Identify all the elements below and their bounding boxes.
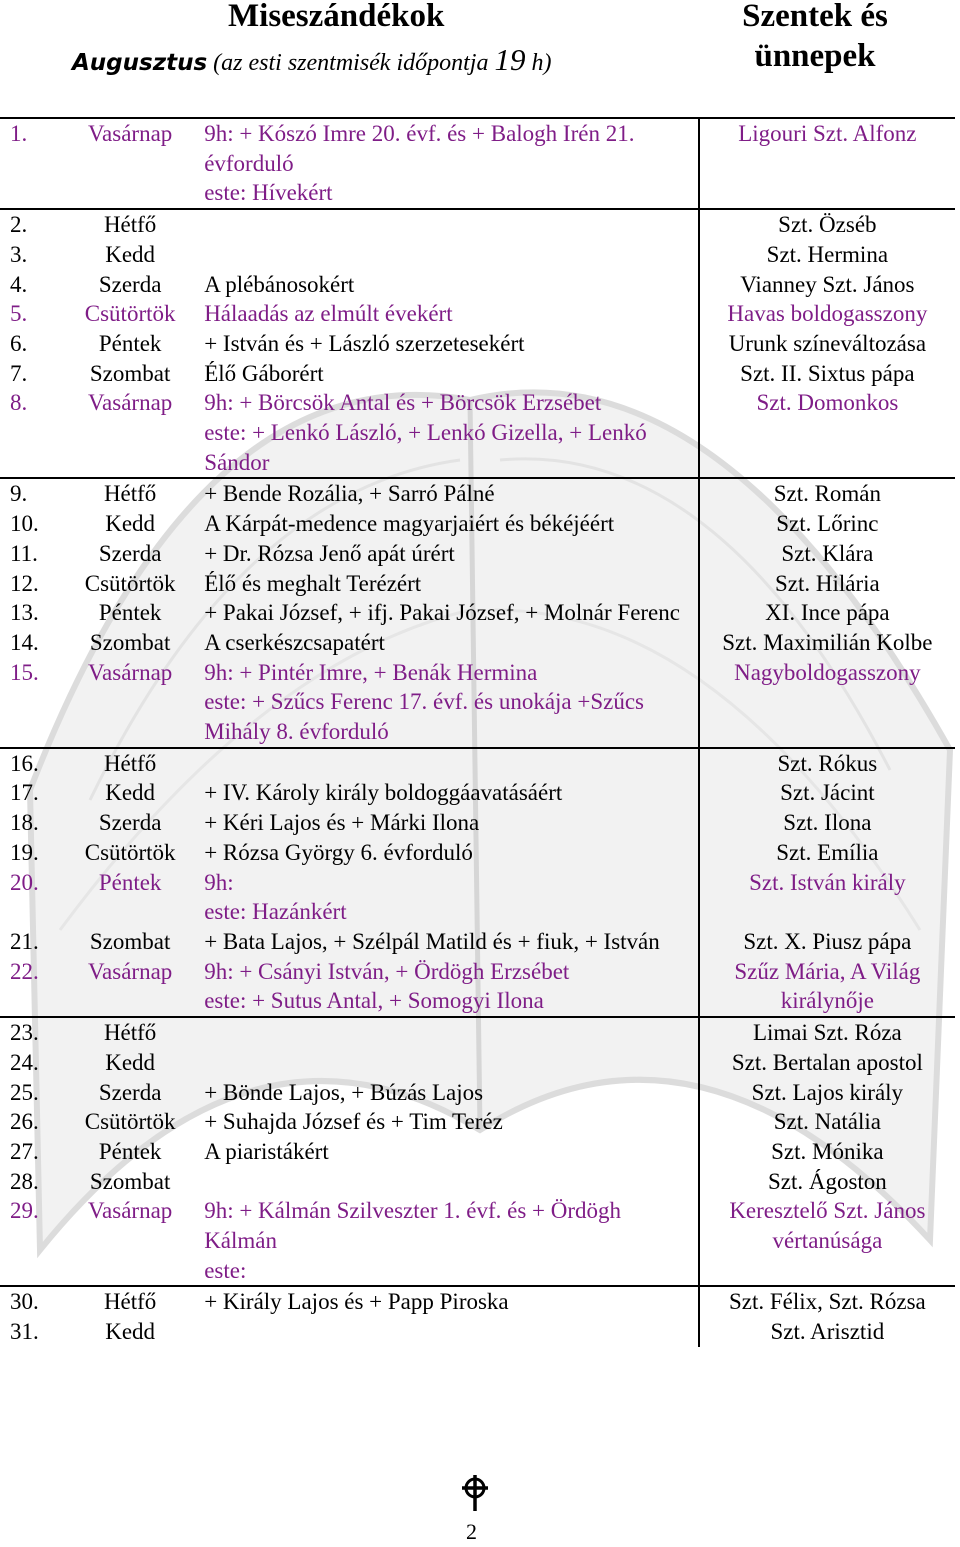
day-number: 27. [10, 1138, 39, 1164]
saint-of-day: Szt. István király [699, 868, 955, 927]
day-number: 3. [10, 241, 28, 267]
mass-intention: + Bende Rozália, + Sarró Pálné [184, 478, 699, 509]
day-number: 12. [10, 570, 39, 596]
saint-of-day: Szt. Emília [699, 838, 955, 868]
weekday: Vasárnap [76, 118, 184, 209]
saint-of-day: Szt. Mónika [699, 1137, 955, 1167]
day-number: 10. [10, 511, 39, 537]
day-number: 29. [10, 1198, 39, 1224]
table-row [0, 1017, 955, 1048]
day-number: 1. [0, 118, 76, 209]
table-row [0, 299, 955, 329]
table-row [0, 927, 955, 957]
weekday: Csütörtök [84, 301, 176, 327]
mass-intention [184, 1317, 699, 1347]
table-row [0, 658, 955, 748]
mass-intention: Hálaadás az elmúlt évekért [204, 301, 453, 327]
evening-mass-hour: 19 [494, 42, 526, 77]
mass-intention: A piaristákért [204, 1138, 329, 1164]
day-number: 20. [10, 869, 39, 895]
weekday: Csütörtök [84, 1109, 176, 1135]
saint-of-day: Szt. X. Piusz pápa [699, 927, 955, 957]
table-row [0, 359, 955, 389]
table-row [0, 1167, 955, 1197]
saint-of-day: XI. Ince pápa [699, 598, 955, 628]
weekday: Péntek [98, 869, 162, 895]
day-number: 26. [10, 1109, 39, 1135]
weekday: Vasárnap [87, 1198, 173, 1224]
mass-intention: + Pakai József, + ifj. Pakai József, + Molnár Ferenc [204, 600, 680, 626]
weekday: Hétfő [76, 478, 184, 509]
weekday: Szombat [89, 1168, 171, 1194]
weekday: Szombat [89, 928, 171, 954]
weekday: Csütörtök [84, 839, 176, 865]
saint-of-day: Szt. Román [699, 478, 955, 509]
saint-of-day: Nagyboldogasszony [699, 658, 955, 748]
weekday: Hétfő [76, 1286, 184, 1317]
day-number: 28. [10, 1168, 39, 1194]
mass-intention: + Kéri Lajos és + Márki Ilona [204, 810, 480, 836]
mass-intention: A cserkészcsapatért [204, 629, 385, 655]
day-number: 2. [0, 209, 76, 240]
table-row [0, 628, 955, 658]
weekday: Péntek [98, 600, 162, 626]
saint-of-day: Urunk színeváltozása [699, 329, 955, 359]
saint-of-day: Vianney Szt. János [699, 270, 955, 300]
saint-of-day: Szt. Özséb [699, 209, 955, 240]
saint-of-day: Szt. Bertalan apostol [699, 1048, 955, 1078]
weekday: Szerda [98, 271, 162, 297]
weekday: Vasárnap [87, 390, 173, 416]
table-row [0, 240, 955, 270]
table-row [0, 1078, 955, 1108]
saint-of-day: Szt. Domonkos [699, 388, 955, 478]
day-number: 17. [10, 780, 39, 806]
day-number: 13. [10, 600, 39, 626]
day-number: 23. [0, 1017, 76, 1048]
page-header [0, 0, 960, 110]
day-number: 21. [10, 928, 39, 954]
weekday: Csütörtök [84, 570, 176, 596]
mass-intention [184, 1167, 699, 1197]
table-row [0, 808, 955, 838]
day-number: 25. [10, 1079, 39, 1105]
weekday: Hétfő [76, 209, 184, 240]
day-number: 16. [0, 748, 76, 779]
mass-intention: A plébánosokért [204, 271, 355, 297]
weekday: Péntek [98, 1138, 162, 1164]
weekday: Szerda [98, 540, 162, 566]
weekday: Hétfő [76, 748, 184, 779]
table-row [0, 388, 955, 478]
saint-of-day: Szt. Rókus [699, 748, 955, 779]
table-row [0, 1137, 955, 1167]
page-title: Miseszándékok [228, 0, 445, 34]
day-number: 24. [10, 1049, 39, 1075]
mass-intention [184, 209, 699, 240]
mass-intention: Élő Gáborért [204, 360, 324, 386]
saint-of-day: Havas boldogasszony [699, 299, 955, 329]
table-row [0, 598, 955, 628]
evening-mass-unit: h) [525, 50, 552, 76]
mass-intention: 9h: + Pintér Imre, + Benák Hermina este: + Szűcs Ferenc 17. évf. és unokája +Szűcs Mihály 8. évforduló [204, 659, 645, 745]
mass-intention: 9h: + Börcsök Antal és + Börcsök Erzsébet este: + Lenkó László, + Lenkó Gizella, + Lenkó Sándor [204, 390, 647, 475]
table-row [0, 838, 955, 868]
saint-of-day: Szt. Jácint [699, 778, 955, 808]
table-row [0, 270, 955, 300]
weekday: Péntek [98, 330, 162, 356]
mass-intention: + IV. Károly király boldoggáavatásáért [204, 780, 563, 806]
table-row [0, 868, 955, 927]
weekday: Vasárnap [87, 659, 173, 685]
saints-column-title: Szentek és ünnepek [742, 0, 888, 74]
weekday: Hétfő [76, 1017, 184, 1048]
mass-intention [184, 1048, 699, 1078]
month-subtitle [72, 40, 551, 83]
saint-of-day: Szt. Ágoston [699, 1167, 955, 1197]
day-number: 5. [10, 301, 28, 327]
saint-of-day: Szt. Natália [699, 1107, 955, 1137]
day-number: 31. [10, 1319, 39, 1345]
day-number: 6. [10, 330, 28, 356]
mass-intention: 9h: + Kálmán Szilveszter 1. évf. és + Ördögh Kálmán este: [204, 1198, 622, 1283]
table-row [0, 1107, 955, 1137]
day-number: 7. [10, 360, 28, 386]
table-row [0, 1317, 955, 1347]
mass-intention: A Kárpát-medence magyarjaiért és békéjéért [204, 511, 615, 537]
mass-intention: + Suhajda József és + Tim Teréz [204, 1109, 503, 1135]
mass-intention: + Dr. Rózsa Jenő apát úrért [204, 540, 455, 566]
mass-intention: Élő és meghalt Terézért [204, 570, 422, 596]
weekday: Szerda [98, 810, 162, 836]
weekday: Szombat [89, 629, 171, 655]
day-number: 4. [10, 271, 28, 297]
month-label: Augusztus [72, 50, 208, 76]
day-number: 30. [0, 1286, 76, 1317]
saint-of-day: Szűz Mária, A Világ királynője [699, 957, 955, 1017]
weekday: Kedd [105, 511, 156, 537]
saint-of-day: Szt. Ilona [699, 808, 955, 838]
saint-of-day: Limai Szt. Róza [699, 1017, 955, 1048]
saint-of-day: Szt. Arisztid [699, 1317, 955, 1347]
day-number: 14. [10, 629, 39, 655]
table-row [0, 329, 955, 359]
weekday: Kedd [105, 241, 156, 267]
weekday: Kedd [105, 1319, 156, 1345]
table-row [0, 1048, 955, 1078]
mass-intention: + Bönde Lajos, + Búzás Lajos [204, 1079, 484, 1105]
day-number: 18. [10, 810, 39, 836]
mass-intention: + Rózsa György 6. évforduló [204, 839, 473, 865]
table-row [0, 1196, 955, 1286]
day-number: 22. [10, 958, 39, 984]
mass-intention: + Király Lajos és + Papp Piroska [184, 1286, 699, 1317]
day-number: 8. [10, 390, 28, 416]
mass-intention [184, 240, 699, 270]
saint-of-day: Ligouri Szt. Alfonz [699, 118, 955, 209]
weekday: Kedd [105, 780, 156, 806]
weekday: Szombat [89, 360, 171, 386]
weekday: Vasárnap [87, 958, 173, 984]
table-row [0, 118, 955, 209]
mass-intention: + István és + László szerzetesekért [204, 330, 525, 356]
saint-of-day: Szt. Maximilián Kolbe [699, 628, 955, 658]
table-row [0, 209, 955, 240]
mass-intention: 9h: este: Hazánkért [204, 869, 347, 925]
mass-intention [184, 1017, 699, 1048]
page-number: 2 [466, 1519, 477, 1544]
day-number: 9. [0, 478, 76, 509]
saint-of-day: Szt. Klára [699, 539, 955, 569]
celtic-cross-icon [460, 1475, 490, 1511]
weekday: Szerda [98, 1079, 162, 1105]
saint-of-day: Szt. Lőrinc [699, 509, 955, 539]
table-row [0, 748, 955, 779]
table-row [0, 1286, 955, 1317]
saint-of-day: Keresztelő Szt. János vértanúsága [699, 1196, 955, 1286]
mass-intention [184, 748, 699, 779]
table-row [0, 509, 955, 539]
table-row [0, 539, 955, 569]
saint-of-day: Szt. II. Sixtus pápa [699, 359, 955, 389]
weekday: Kedd [105, 1049, 156, 1075]
saint-of-day: Szt. Hermina [699, 240, 955, 270]
saint-of-day: Szt. Hilária [699, 569, 955, 599]
mass-intention: 9h: + Kószó Imre 20. évf. és + Balogh Irén 21. évforduló este: Hívekért [184, 118, 699, 209]
day-number: 19. [10, 839, 39, 865]
mass-intention: + Bata Lajos, + Szélpál Matild és + fiuk, + István [204, 928, 660, 954]
saint-of-day: Szt. Lajos király [699, 1078, 955, 1108]
day-number: 15. [10, 659, 39, 685]
calendar-table [0, 117, 955, 1347]
mass-intention: 9h: + Csányi István, + Ördögh Erzsébet este: + Sutus Antal, + Somogyi Ilona [204, 958, 570, 1014]
saint-of-day: Szt. Félix, Szt. Rózsa [699, 1286, 955, 1317]
table-row [0, 569, 955, 599]
table-row [0, 957, 955, 1017]
day-number: 11. [10, 540, 38, 566]
table-row [0, 478, 955, 509]
table-row [0, 778, 955, 808]
evening-mass-note: (az esti szentmisék időpontja [207, 50, 495, 76]
